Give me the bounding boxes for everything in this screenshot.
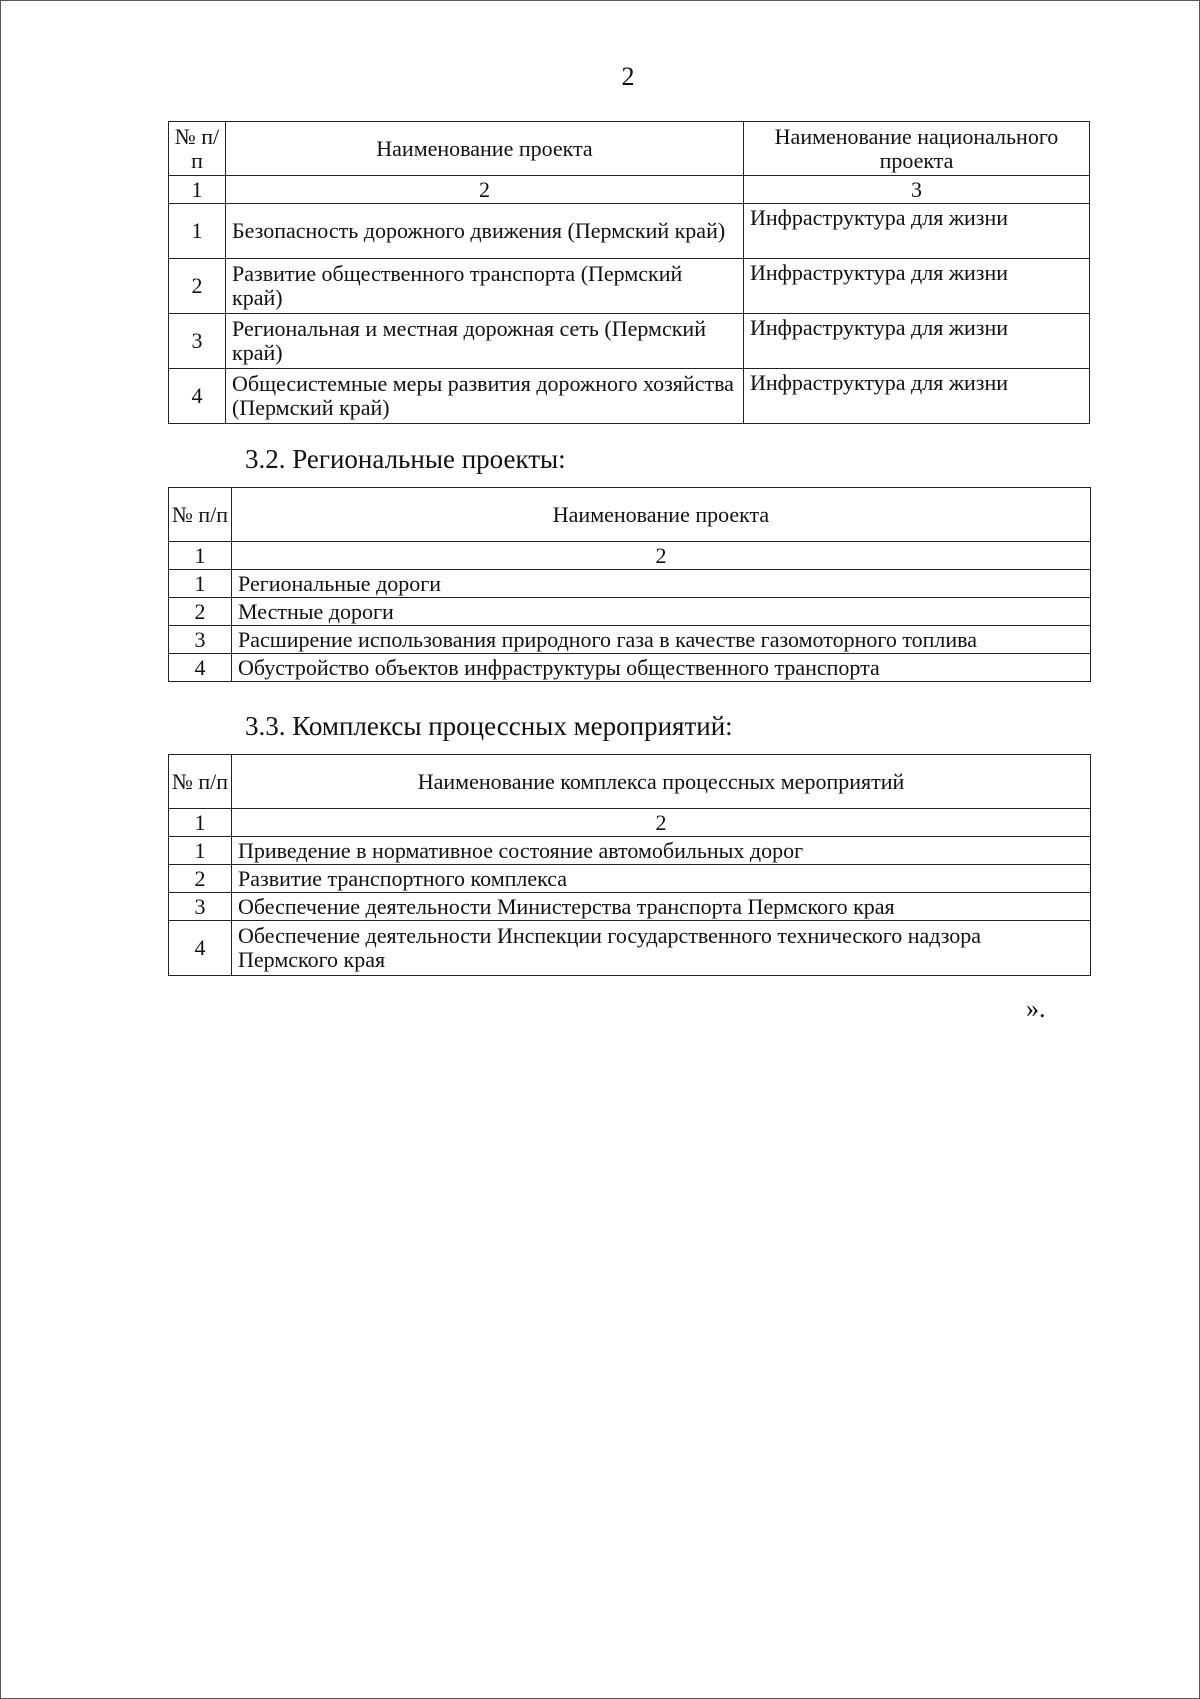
header-num: № п/п — [169, 488, 232, 542]
header-num: № п/п — [169, 755, 232, 809]
row-num: 3 — [169, 314, 226, 369]
table-row — [169, 654, 1091, 682]
row-national-project: Инфраструктура для жизни — [744, 204, 1090, 259]
row-complex-name: Обеспечение деятельности Инспекции государственного технического надзора Пермского края — [232, 921, 1091, 976]
row-complex-name: Обеспечение деятельности Министерства транспорта Пермского края — [232, 893, 1091, 921]
table-row — [169, 865, 1091, 893]
table-regional-projects — [168, 487, 1091, 682]
row-project-name: Развитие общественного транспорта (Пермский край) — [226, 259, 744, 314]
row-project-name: Региональная и местная дорожная сеть (Пермский край) — [226, 314, 744, 369]
row-num: 2 — [169, 259, 226, 314]
table-row — [169, 837, 1091, 865]
row-complex-name: Приведение в нормативное состояние автомобильных дорог — [232, 837, 1091, 865]
closing-quote-mark: ». — [1026, 994, 1046, 1023]
row-num: 3 — [169, 626, 232, 654]
table-process-complexes — [168, 754, 1091, 976]
table-header-row — [169, 122, 1090, 176]
row-num: 2 — [169, 865, 232, 893]
table-index-row — [169, 176, 1090, 204]
table-row — [169, 921, 1091, 976]
table-row — [169, 369, 1090, 424]
row-project-name: Расширение использования природного газа в качестве газомоторного топлива — [232, 626, 1091, 654]
index-cell: 2 — [232, 542, 1091, 570]
row-num: 1 — [169, 570, 232, 598]
table-index-row — [169, 809, 1091, 837]
index-cell: 2 — [232, 809, 1091, 837]
row-national-project: Инфраструктура для жизни — [744, 369, 1090, 424]
header-national-project: Наименование национального проекта — [744, 122, 1090, 176]
row-project-name: Безопасность дорожного движения (Пермский край) — [226, 204, 744, 259]
table-index-row — [169, 542, 1091, 570]
table-row — [169, 893, 1091, 921]
table-row — [169, 626, 1091, 654]
index-cell: 3 — [744, 176, 1090, 204]
table-header-row — [169, 488, 1091, 542]
header-project-name: Наименование проекта — [226, 122, 744, 176]
section-heading-regional-projects: 3.2. Региональные проекты: — [245, 444, 566, 474]
index-cell: 1 — [169, 542, 232, 570]
row-national-project: Инфраструктура для жизни — [744, 259, 1090, 314]
row-project-name: Обустройство объектов инфраструктуры общественного транспорта — [232, 654, 1091, 682]
row-num: 1 — [169, 204, 226, 259]
table-header-row — [169, 755, 1091, 809]
row-num: 1 — [169, 837, 232, 865]
index-cell: 2 — [226, 176, 744, 204]
row-num: 4 — [169, 369, 226, 424]
row-project-name: Региональные дороги — [232, 570, 1091, 598]
header-project-name: Наименование проекта — [232, 488, 1091, 542]
table-row — [169, 314, 1090, 369]
row-project-name: Местные дороги — [232, 598, 1091, 626]
section-heading-process-complexes: 3.3. Комплексы процессных мероприятий: — [245, 711, 733, 741]
table-row — [169, 259, 1090, 314]
table-row — [169, 204, 1090, 259]
header-num: № п/п — [169, 122, 226, 176]
row-num: 4 — [169, 654, 232, 682]
page-number: 2 — [621, 62, 635, 91]
index-cell: 1 — [169, 809, 232, 837]
table-row — [169, 598, 1091, 626]
row-national-project: Инфраструктура для жизни — [744, 314, 1090, 369]
index-cell: 1 — [169, 176, 226, 204]
table-national-projects — [168, 121, 1090, 424]
table-row — [169, 570, 1091, 598]
row-num: 4 — [169, 921, 232, 976]
row-complex-name: Развитие транспортного комплекса — [232, 865, 1091, 893]
row-project-name: Общесистемные меры развития дорожного хозяйства (Пермский край) — [226, 369, 744, 424]
row-num: 2 — [169, 598, 232, 626]
header-complex-name: Наименование комплекса процессных мероприятий — [232, 755, 1091, 809]
row-num: 3 — [169, 893, 232, 921]
